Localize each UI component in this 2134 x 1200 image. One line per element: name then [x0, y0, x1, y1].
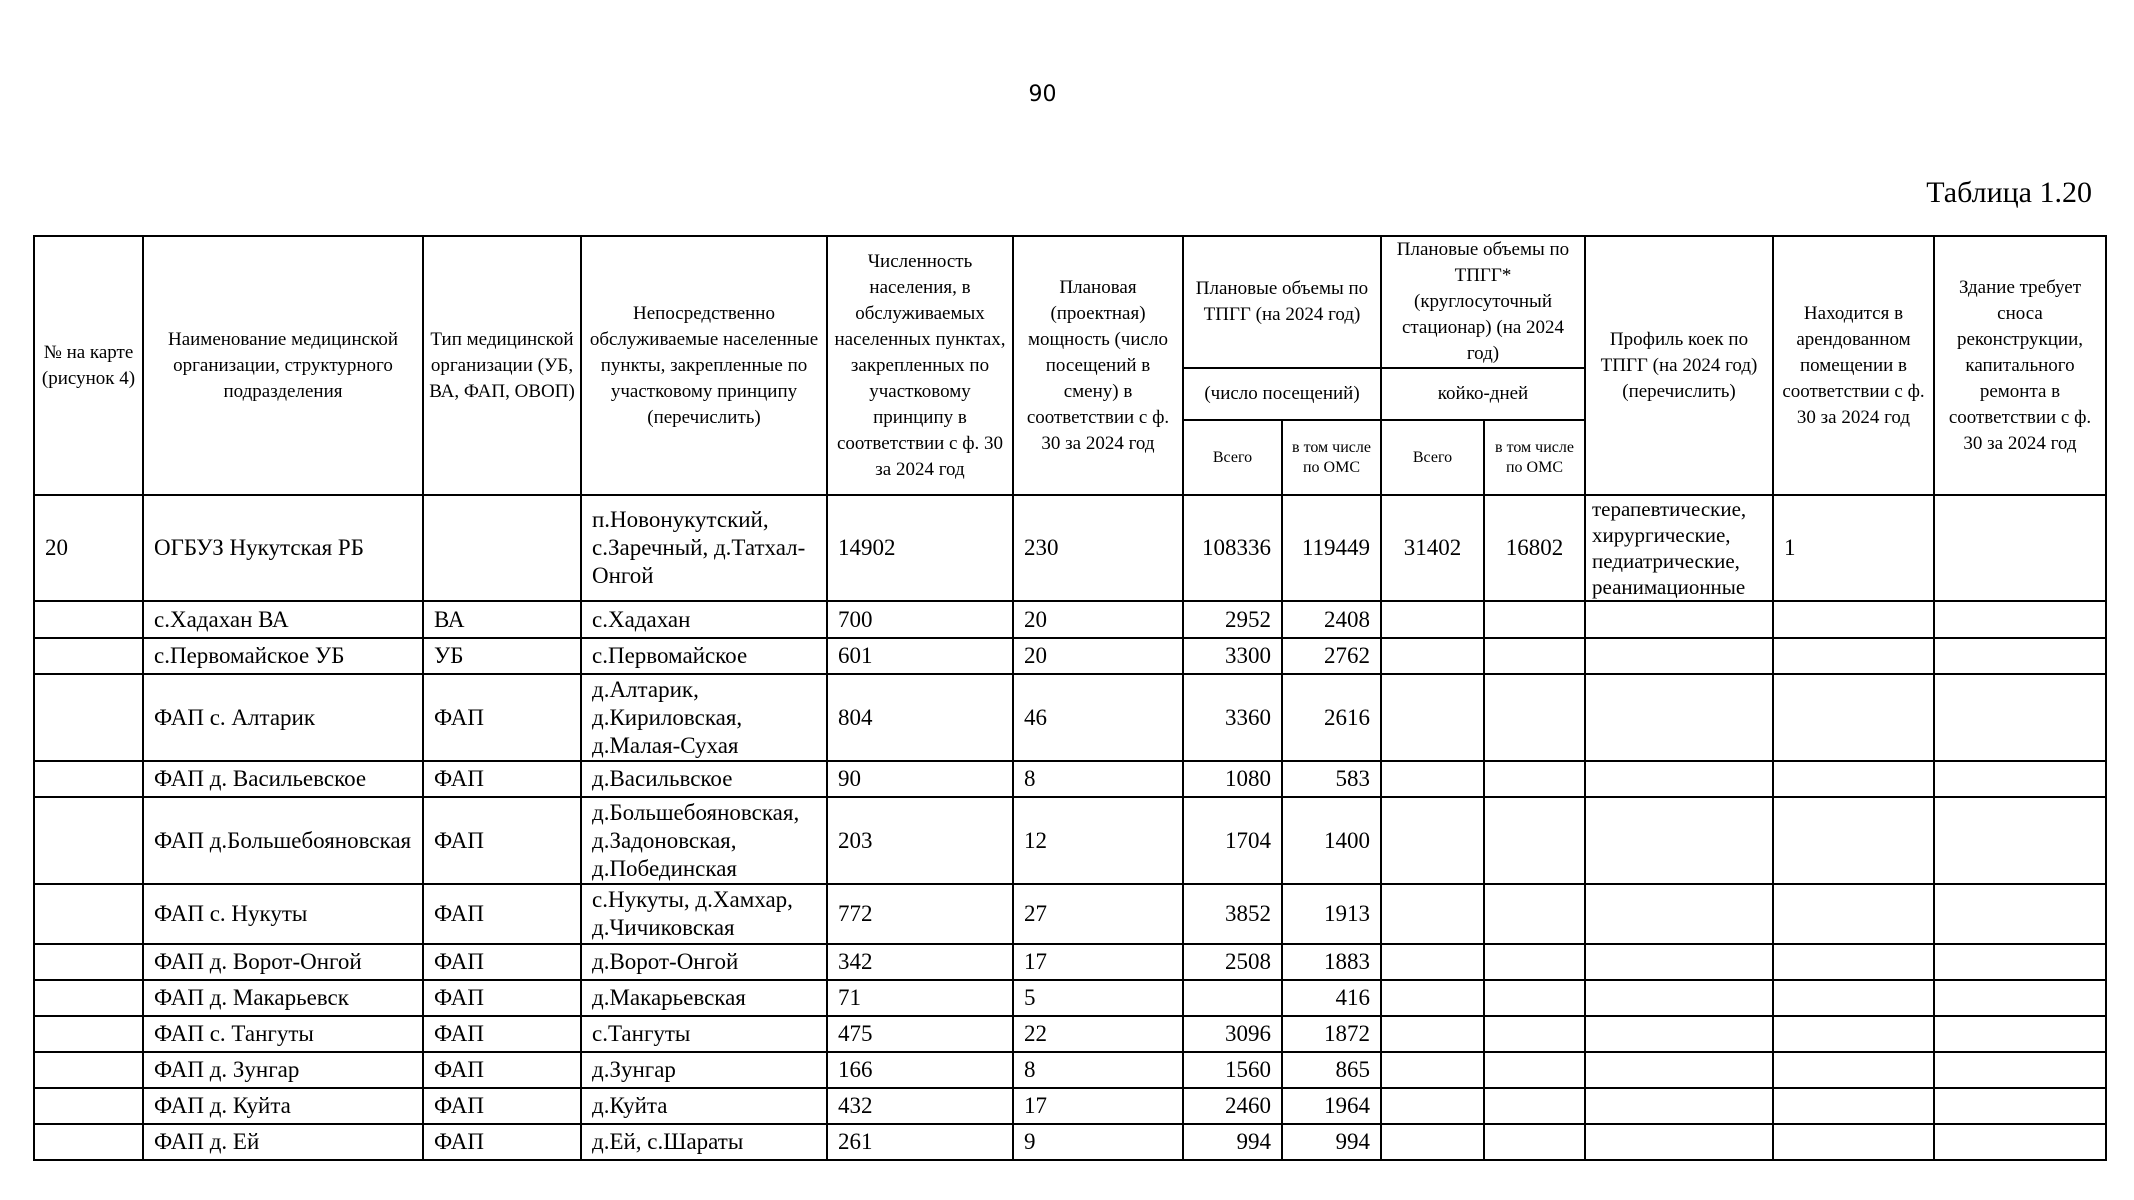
cell-settlements: д.Васильвское: [581, 761, 827, 797]
cell-org-type: ФАП: [423, 674, 581, 761]
cell-bed-profile: [1585, 1016, 1773, 1052]
cell-beds-oms: [1484, 638, 1585, 674]
cell-visits-oms: 2616: [1282, 674, 1381, 761]
cell-building: [1934, 884, 2106, 944]
cell-org-type: ФАП: [423, 944, 581, 980]
cell-settlements: д.Алтарик, д.Кириловская, д.Малая-Сухая: [581, 674, 827, 761]
cell-population: 700: [827, 601, 1013, 638]
header-tpgg-stationary: Плановые объемы по ТПГГ* (круглосуточный стационар) (на 2024 год): [1381, 236, 1585, 368]
cell-bed-profile: [1585, 1052, 1773, 1088]
cell-beds-total: [1381, 1124, 1484, 1160]
cell-visits-total: [1183, 980, 1282, 1016]
header-visits-oms: в том числе по ОМС: [1282, 420, 1381, 495]
cell-beds-oms: [1484, 1124, 1585, 1160]
header-num-on-map: № на карте (рисунок 4): [34, 236, 143, 495]
cell-building: [1934, 980, 2106, 1016]
cell-org-type: ФАП: [423, 761, 581, 797]
cell-capacity: 17: [1013, 944, 1183, 980]
table-row: [34, 797, 2106, 884]
cell-org-name: с.Первомайское УБ: [143, 638, 423, 674]
header-beds-oms: в том числе по ОМС: [1484, 420, 1585, 495]
page-number: 90: [1028, 82, 1057, 107]
cell-visits-total: 2952: [1183, 601, 1282, 638]
cell-bed-profile: [1585, 980, 1773, 1016]
table-row: [34, 1124, 2106, 1160]
table-row: [34, 944, 2106, 980]
table-row: [34, 1052, 2106, 1088]
cell-bed-profile: [1585, 884, 1773, 944]
cell-beds-oms: [1484, 944, 1585, 980]
cell-settlements: д.Большебояновская, д.Задоновская, д.Побединская: [581, 797, 827, 884]
cell-rented: [1773, 1088, 1934, 1124]
cell-num: [34, 761, 143, 797]
cell-rented: [1773, 638, 1934, 674]
cell-building: [1934, 638, 2106, 674]
cell-beds-total: [1381, 1088, 1484, 1124]
table-row: [34, 1088, 2106, 1124]
cell-visits-total: 3360: [1183, 674, 1282, 761]
cell-beds-total: [1381, 1016, 1484, 1052]
cell-visits-oms: 583: [1282, 761, 1381, 797]
cell-visits-total: 3852: [1183, 884, 1282, 944]
cell-beds-total: [1381, 674, 1484, 761]
cell-settlements: д.Ей, с.Шараты: [581, 1124, 827, 1160]
cell-num: [34, 944, 143, 980]
cell-beds-oms: [1484, 601, 1585, 638]
cell-visits-oms: 1964: [1282, 1088, 1381, 1124]
cell-org-name: ФАП д. Ворот-Онгой: [143, 944, 423, 980]
cell-org-name: ФАП д.Большебояновская: [143, 797, 423, 884]
cell-capacity: 9: [1013, 1124, 1183, 1160]
cell-building: [1934, 1016, 2106, 1052]
cell-settlements: с.Первомайское: [581, 638, 827, 674]
cell-beds-oms: [1484, 980, 1585, 1016]
cell-capacity: 230: [1013, 495, 1183, 601]
cell-bed-profile: [1585, 601, 1773, 638]
cell-capacity: 27: [1013, 884, 1183, 944]
cell-beds-total: [1381, 638, 1484, 674]
cell-rented: [1773, 797, 1934, 884]
header-building: Здание требует сноса реконструкции, капитального ремонта в соответствии с ф. 30 за 2024 год: [1934, 236, 2106, 495]
cell-rented: [1773, 944, 1934, 980]
cell-settlements: с.Нукуты, д.Хамхар, д.Чичиковская: [581, 884, 827, 944]
cell-capacity: 5: [1013, 980, 1183, 1016]
cell-visits-total: 1704: [1183, 797, 1282, 884]
header-bed-days-unit: койко-дней: [1381, 368, 1585, 420]
cell-org-name: ФАП д. Васильевское: [143, 761, 423, 797]
cell-building: [1934, 761, 2106, 797]
cell-bed-profile: [1585, 1124, 1773, 1160]
cell-capacity: 8: [1013, 761, 1183, 797]
cell-num: [34, 1124, 143, 1160]
cell-rented: [1773, 1124, 1934, 1160]
cell-num: 20: [34, 495, 143, 601]
cell-population: 71: [827, 980, 1013, 1016]
cell-num: [34, 797, 143, 884]
cell-population: 342: [827, 944, 1013, 980]
cell-rented: [1773, 884, 1934, 944]
cell-org-type: ФАП: [423, 980, 581, 1016]
cell-org-name: с.Хадахан ВА: [143, 601, 423, 638]
cell-org-type: ФАП: [423, 1088, 581, 1124]
cell-beds-oms: [1484, 884, 1585, 944]
cell-capacity: 20: [1013, 638, 1183, 674]
cell-rented: [1773, 761, 1934, 797]
cell-bed-profile: [1585, 944, 1773, 980]
cell-num: [34, 980, 143, 1016]
cell-visits-total: 994: [1183, 1124, 1282, 1160]
table-row: [34, 761, 2106, 797]
cell-beds-total: [1381, 797, 1484, 884]
cell-visits-total: 1080: [1183, 761, 1282, 797]
cell-org-type: ФАП: [423, 1016, 581, 1052]
cell-population: 475: [827, 1016, 1013, 1052]
header-tpgg-volumes: Плановые объемы по ТПГГ (на 2024 год): [1183, 236, 1381, 368]
cell-rented: [1773, 980, 1934, 1016]
cell-bed-profile: [1585, 638, 1773, 674]
header-settlements: Непосредственно обслуживаемые населенные пункты, закрепленные по участковому принципу (перечислить): [581, 236, 827, 495]
cell-org-type: [423, 495, 581, 601]
cell-org-name: ФАП с. Алтарик: [143, 674, 423, 761]
cell-settlements: с.Тангуты: [581, 1016, 827, 1052]
cell-building: [1934, 601, 2106, 638]
cell-capacity: 8: [1013, 1052, 1183, 1088]
table-caption: Таблица 1.20: [1926, 176, 2092, 209]
table-row: [34, 495, 2106, 601]
cell-org-type: ФАП: [423, 1124, 581, 1160]
cell-settlements: с.Хадахан: [581, 601, 827, 638]
header-visits-unit: (число посещений): [1183, 368, 1381, 420]
cell-rented: [1773, 1052, 1934, 1088]
table-row: [34, 638, 2106, 674]
cell-visits-total: 2508: [1183, 944, 1282, 980]
cell-num: [34, 638, 143, 674]
cell-settlements: д.Куйта: [581, 1088, 827, 1124]
cell-visits-oms: 994: [1282, 1124, 1381, 1160]
cell-bed-profile: [1585, 1088, 1773, 1124]
table-row: [34, 980, 2106, 1016]
cell-visits-oms: 2762: [1282, 638, 1381, 674]
cell-rented: [1773, 1016, 1934, 1052]
cell-org-name: ОГБУЗ Нукутская РБ: [143, 495, 423, 601]
cell-num: [34, 1088, 143, 1124]
cell-beds-total: [1381, 761, 1484, 797]
table-row: [34, 601, 2106, 638]
cell-bed-profile: [1585, 674, 1773, 761]
cell-org-type: ФАП: [423, 1052, 581, 1088]
cell-org-name: ФАП д. Ей: [143, 1124, 423, 1160]
cell-beds-oms: [1484, 1016, 1585, 1052]
cell-num: [34, 674, 143, 761]
cell-org-type: ФАП: [423, 797, 581, 884]
cell-capacity: 12: [1013, 797, 1183, 884]
cell-beds-oms: [1484, 797, 1585, 884]
cell-visits-total: 3096: [1183, 1016, 1282, 1052]
cell-org-name: ФАП д. Зунгар: [143, 1052, 423, 1088]
cell-building: [1934, 797, 2106, 884]
cell-beds-total: [1381, 601, 1484, 638]
cell-beds-total: 31402: [1381, 495, 1484, 601]
cell-beds-oms: 16802: [1484, 495, 1585, 601]
cell-bed-profile: [1585, 761, 1773, 797]
cell-num: [34, 1052, 143, 1088]
cell-population: 261: [827, 1124, 1013, 1160]
cell-num: [34, 884, 143, 944]
header-org-type: Тип медицинской организации (УБ, ВА, ФАП, ОВОП): [423, 236, 581, 495]
cell-population: 14902: [827, 495, 1013, 601]
cell-population: 432: [827, 1088, 1013, 1124]
cell-visits-total: 108336: [1183, 495, 1282, 601]
header-population: Численность населения, в обслуживаемых населенных пунктах, закрепленных по участковому принципу в соответствии с ф. 30 за 2024 год: [827, 236, 1013, 495]
cell-building: [1934, 1124, 2106, 1160]
cell-rented: 1: [1773, 495, 1934, 601]
cell-settlements: д.Зунгар: [581, 1052, 827, 1088]
cell-building: [1934, 495, 2106, 601]
cell-visits-oms: 1872: [1282, 1016, 1381, 1052]
cell-visits-oms: 2408: [1282, 601, 1381, 638]
cell-beds-oms: [1484, 1088, 1585, 1124]
cell-visits-oms: 416: [1282, 980, 1381, 1016]
cell-visits-oms: 865: [1282, 1052, 1381, 1088]
cell-population: 90: [827, 761, 1013, 797]
cell-visits-total: 3300: [1183, 638, 1282, 674]
cell-beds-oms: [1484, 761, 1585, 797]
table-row: [34, 1016, 2106, 1052]
cell-settlements: д.Макарьевская: [581, 980, 827, 1016]
cell-num: [34, 1016, 143, 1052]
cell-bed-profile: [1585, 797, 1773, 884]
cell-bed-profile: терапевтические, хирургические, педиатрические, реанимационные: [1585, 495, 1773, 601]
cell-org-type: УБ: [423, 638, 581, 674]
cell-visits-total: 2460: [1183, 1088, 1282, 1124]
cell-rented: [1773, 674, 1934, 761]
cell-building: [1934, 1088, 2106, 1124]
cell-building: [1934, 1052, 2106, 1088]
header-org-name: Наименование медицинской организации, структурного подразделения: [143, 236, 423, 495]
cell-num: [34, 601, 143, 638]
cell-capacity: 17: [1013, 1088, 1183, 1124]
cell-beds-total: [1381, 884, 1484, 944]
cell-visits-oms: 1913: [1282, 884, 1381, 944]
cell-visits-oms: 1400: [1282, 797, 1381, 884]
cell-visits-oms: 1883: [1282, 944, 1381, 980]
cell-population: 601: [827, 638, 1013, 674]
cell-org-name: ФАП с. Нукуты: [143, 884, 423, 944]
header-rented: Находится в арендованном помещении в соответствии с ф. 30 за 2024 год: [1773, 236, 1934, 495]
cell-beds-total: [1381, 944, 1484, 980]
cell-population: 166: [827, 1052, 1013, 1088]
table-row: [34, 884, 2106, 944]
cell-building: [1934, 674, 2106, 761]
cell-beds-total: [1381, 980, 1484, 1016]
header-visits-total: Всего: [1183, 420, 1282, 495]
cell-visits-oms: 119449: [1282, 495, 1381, 601]
header-bed-profile: Профиль коек по ТПГГ (на 2024 год) (перечислить): [1585, 236, 1773, 495]
cell-org-name: ФАП д. Куйта: [143, 1088, 423, 1124]
cell-org-name: ФАП д. Макарьевск: [143, 980, 423, 1016]
header-beds-total: Всего: [1381, 420, 1484, 495]
cell-population: 203: [827, 797, 1013, 884]
cell-org-type: ВА: [423, 601, 581, 638]
cell-rented: [1773, 601, 1934, 638]
cell-beds-oms: [1484, 674, 1585, 761]
cell-capacity: 20: [1013, 601, 1183, 638]
cell-capacity: 22: [1013, 1016, 1183, 1052]
table-row: [34, 674, 2106, 761]
cell-settlements: д.Ворот-Онгой: [581, 944, 827, 980]
cell-org-name: ФАП с. Тангуты: [143, 1016, 423, 1052]
cell-building: [1934, 944, 2106, 980]
cell-population: 772: [827, 884, 1013, 944]
cell-visits-total: 1560: [1183, 1052, 1282, 1088]
cell-settlements: п.Новонукутский, с.Заречный, д.Татхал-Онгой: [581, 495, 827, 601]
header-capacity: Плановая (проектная) мощность (число посещений в смену) в соответствии с ф. 30 за 2024 год: [1013, 236, 1183, 495]
cell-beds-oms: [1484, 1052, 1585, 1088]
cell-org-type: ФАП: [423, 884, 581, 944]
cell-beds-total: [1381, 1052, 1484, 1088]
cell-population: 804: [827, 674, 1013, 761]
data-table: [33, 235, 2107, 1161]
cell-capacity: 46: [1013, 674, 1183, 761]
